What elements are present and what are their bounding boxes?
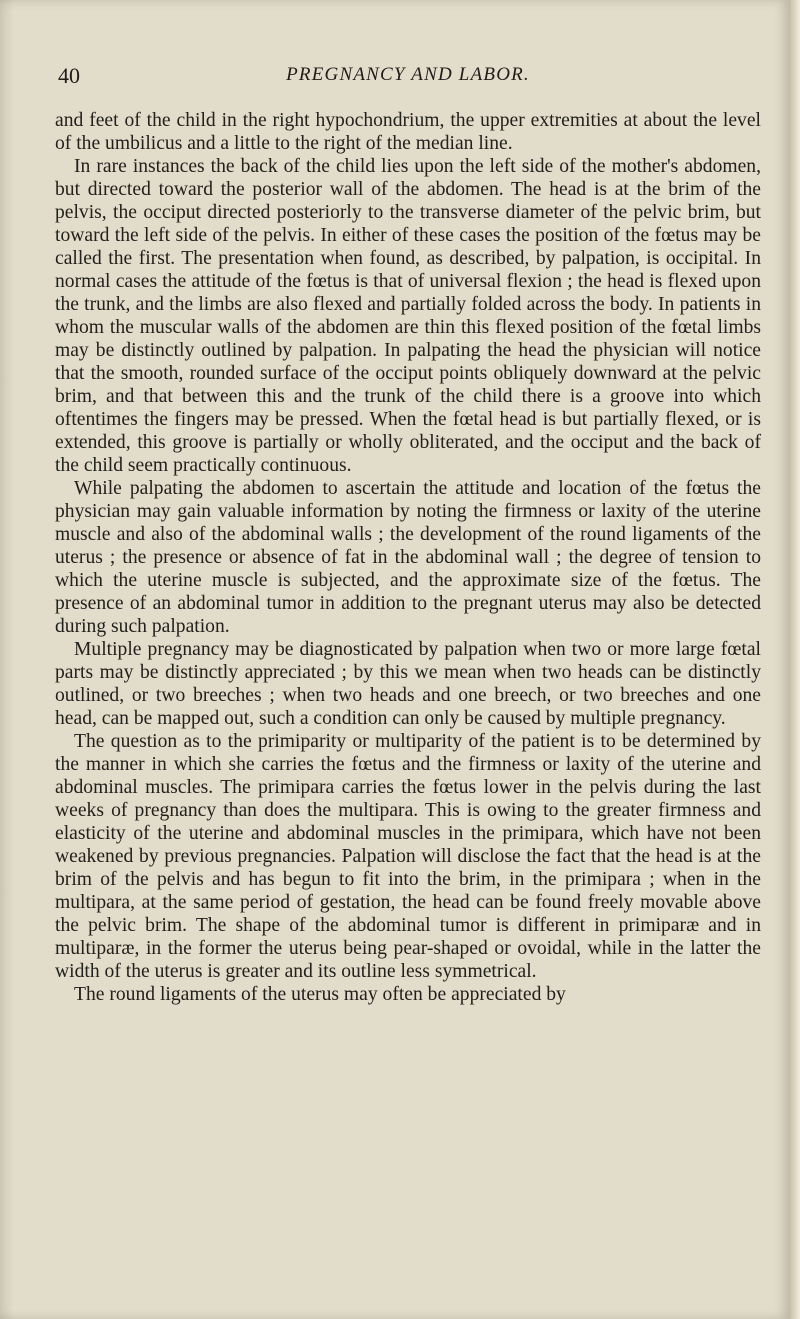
paragraph-back-left-side: In rare instances the back of the child lies upon the left side of the mother's abdomen, but directed toward the posterior wall of the abdomen. The head is at the brim of the pelvis, the occiput directed posteriorly to the transverse diameter of the pelvic brim, but toward the left side of the pelvis. In either of these cases the position of the fœtus may be called the first. The presentation when found, as described, by palpation, is occipital. In normal cases the attitude of the fœtus is that of universal flexion ; the head is flexed upon the trunk, and the limbs are also flexed and partially folded across the body. In patients in whom the muscular walls of the abdomen are thin this flexed position of the fœtal limbs may be distinctly outlined by palpation. In palpating the head the physician will notice that the smooth, rounded surface of the occiput points obliquely downward at the pelvic brim, and that between this and the trunk of the child there is a groove into which oftentimes the fingers may be pressed. When the fœtal head is but partially flexed, or is extended, this groove is partially or wholly obliterated, and the occiput and the back of the child seem practically continuous. <box>55 156 761 476</box>
paragraph-palpating-abdomen: While palpating the abdomen to ascertain the attitude and location of the fœtus the physician may gain valuable information by noting the firmness or laxity of the uterine muscle and also of the abdominal walls ; the development of the round ligaments of the uterus ; the presence or absence of fat in the abdominal wall ; the degree of tension to which the uterine muscle is subjected, and the approximate size of the fœtus. The presence of an abdominal tumor in addition to the pregnant uterus may also be detected during such palpation. <box>55 478 761 637</box>
paragraph-round-ligaments: The round ligaments of the uterus may often be appreciated by <box>74 984 566 1005</box>
page-edge <box>790 0 800 1319</box>
body-text <box>55 109 761 1006</box>
running-head: PREGNANCY AND LABOR. <box>286 64 530 85</box>
page-header <box>58 63 758 93</box>
gutter-shadow <box>0 0 14 1319</box>
paragraph-continuation: and feet of the child in the right hypochondrium, the upper extremities at about the level of the umbilicus and a little to the right of the median line. <box>55 110 761 154</box>
paragraph-multiple-pregnancy: Multiple pregnancy may be diagnosticated by palpation when two or more large fœtal parts may be distinctly appreciated ; by this we mean when two heads can be distinctly outlined, or two breeches ; when two heads and one breech, or two breeches and one head, can be mapped out, such a condition can only be caused by multiple pregnancy. <box>55 639 761 729</box>
page-number: 40 <box>58 63 80 88</box>
paragraph-primiparity: The question as to the primiparity or multiparity of the patient is to be determined by the manner in which she carries the fœtus and the firmness or laxity of the uterine and abdominal muscles. The primipara carries the fœtus lower in the pelvis during the last weeks of pregnancy than does the multipara. This is owing to the greater firmness and elasticity of the uterine and abdominal muscles in the primipara, which have not been weakened by previous pregnancies. Palpation will disclose the fact that the head is at the brim of the pelvis and has begun to fit into the brim, in the primipara ; when in the multipara, at the same period of gestation, the head can be found freely movable above the pelvic brim. The shape of the abdominal tumor is different in primiparæ and in multiparæ, in the former the uterus being pear-shaped or ovoidal, while in the latter the width of the uterus is greater and its outline less symmetrical. <box>55 731 761 982</box>
